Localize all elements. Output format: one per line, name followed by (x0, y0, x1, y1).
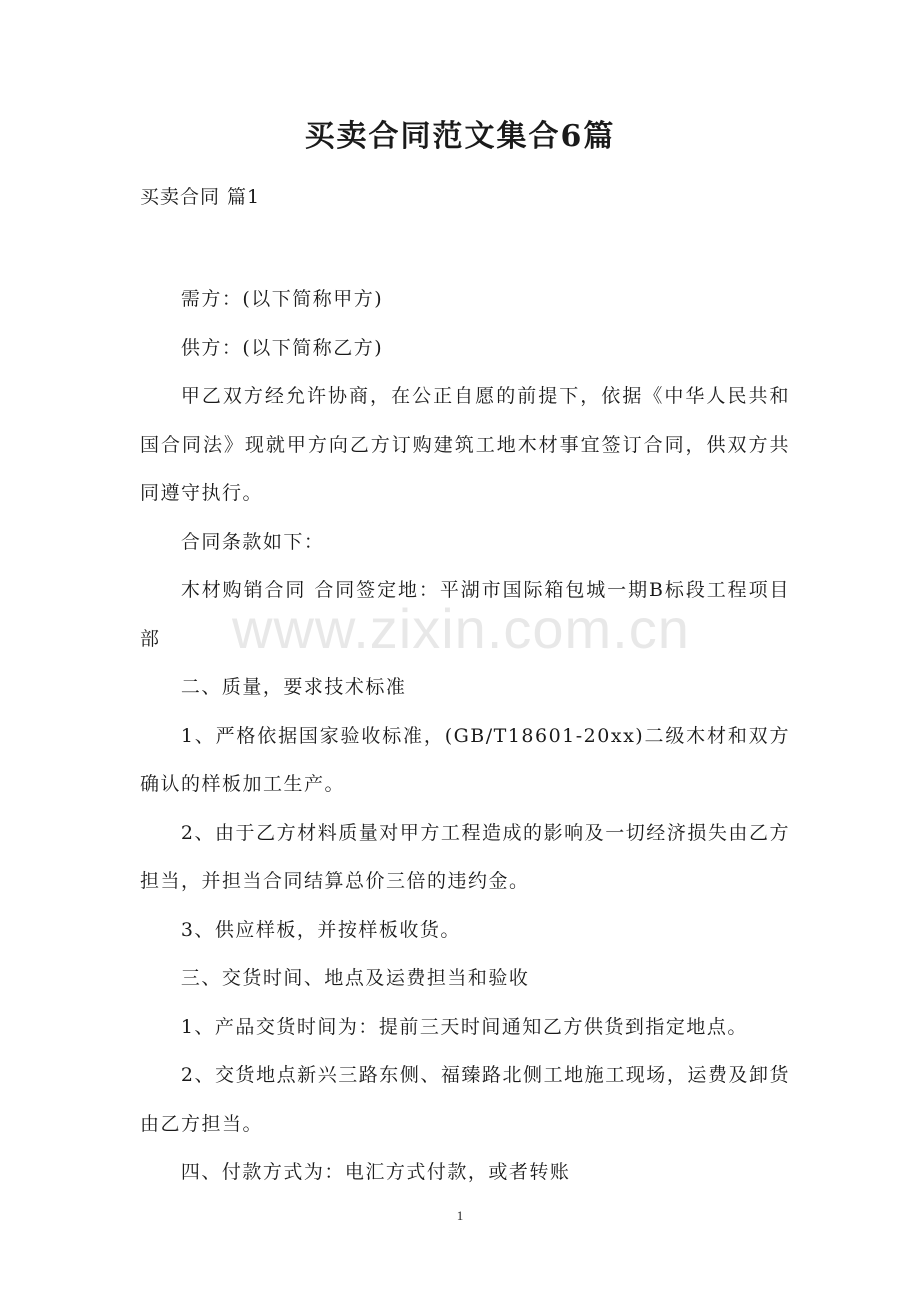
paragraph-agreement-intro: 甲乙双方经允许协商，在公正自愿的前提下，依据《中华人民共和国合同法》现就甲方向乙方订购建筑工地木材事宜签订合同，供双方共同遵守执行。 (140, 385, 790, 504)
paragraph-quality-item-2: 2、由于乙方材料质量对甲方工程造成的影响及一切经济损失由乙方担当，并担当合同结算总价三倍的违约金。 (140, 821, 790, 892)
paragraph-quality-item-3: 3、供应样板，并按样板收货。 (180, 918, 461, 941)
page-number: 1 (456, 1208, 464, 1223)
page-title: 买卖合同范文集合6篇 (304, 119, 616, 154)
paragraph-supply-party: 供方：(以下简称乙方) (180, 336, 384, 359)
watermark: www.zixin.com.cn (232, 597, 690, 660)
paragraph-payment-heading: 四、付款方式为：电汇方式付款，或者转账 (180, 1161, 571, 1183)
paragraph-delivery-item-2: 2、交货地点新兴三路东侧、福臻路北侧工地施工现场，运费及卸货由乙方担当。 (140, 1064, 790, 1135)
paragraph-delivery-item-1: 1、产品交货时间为：提前三天时间通知乙方供货到指定地点。 (180, 1015, 748, 1038)
paragraph-quality-heading: 二、质量，要求技术标准 (180, 676, 407, 698)
document-body (140, 275, 790, 1197)
paragraph-demand-party: 需方：(以下简称甲方) (180, 288, 384, 310)
paragraph-signing-location: 木材购销合同 合同签定地：平湖市国际箱包城一期B标段工程项目部 (140, 579, 790, 650)
paragraph-terms-heading: 合同条款如下： (180, 530, 325, 553)
section-heading: 买卖合同 篇1 (140, 186, 261, 208)
paragraph-quality-item-1: 1、严格依据国家验收标准，(GB/T18601-20xx)二级木材和双方确认的样板加工生产。 (140, 724, 790, 795)
paragraph-delivery-heading: 三、交货时间、地点及运费担当和验收 (180, 967, 530, 989)
